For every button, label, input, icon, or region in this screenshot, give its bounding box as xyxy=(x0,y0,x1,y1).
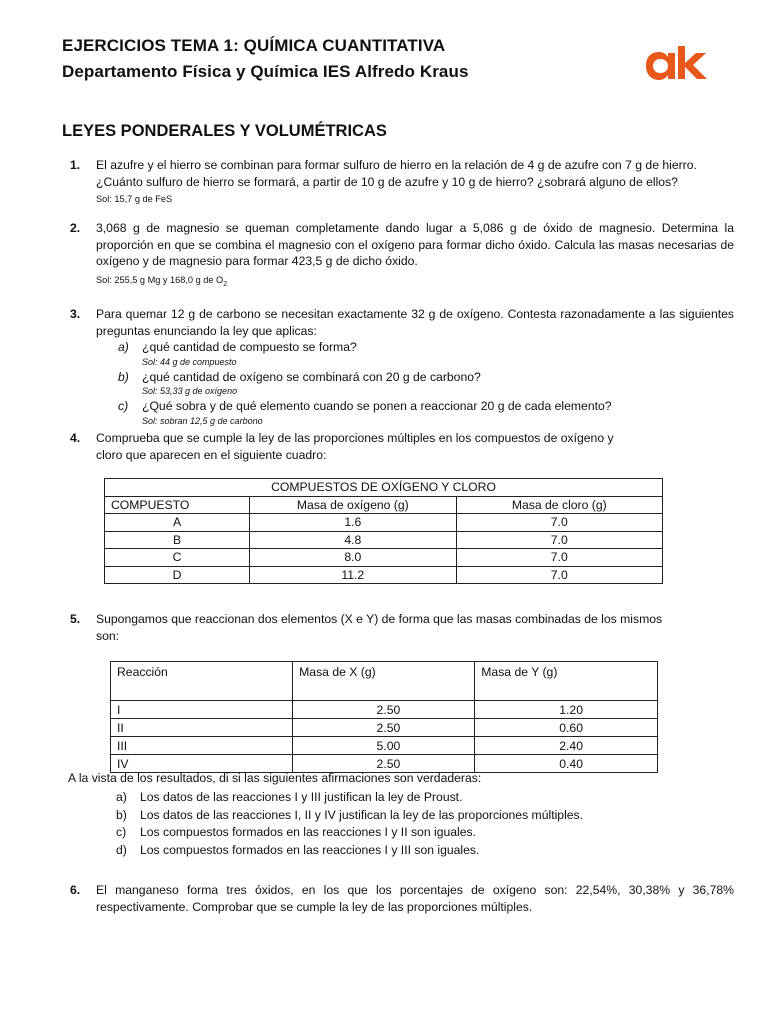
table-cell: B xyxy=(105,531,250,549)
exercise-6 xyxy=(62,882,734,915)
table-cell: 0.40 xyxy=(475,755,658,773)
exercise-text: 3,068 g de magnesio se queman completamente dando lugar a 5,086 g de óxido de magnesio. Determina la proporción en que se combina el magnesio con el oxígeno para formar dicho óxido. Calcula las masas necesarias de oxígeno y de magnesio para formar 423,5 g de dicho óxido. xyxy=(96,221,734,268)
option-text: Los compuestos formados en las reacciones I y II son iguales. xyxy=(140,825,477,839)
department-subtitle: Departamento Física y Química IES Alfredo Kraus xyxy=(62,62,469,81)
table-header: Masa de Y (g) xyxy=(475,662,658,701)
table-row xyxy=(105,514,663,532)
exercise-text: Para quemar 12 g de carbono se necesitan exactamente 32 g de oxígeno. Contesta razonadamente a las siguientes preguntas enunciando la ley que aplicas: xyxy=(96,307,734,338)
table-header: Masa de cloro (g) xyxy=(456,496,662,514)
table-header: Reacción xyxy=(111,662,293,701)
option-item xyxy=(116,824,583,842)
exercise-text-line: Comprueba que se cumple la ley de las proporciones múltiples en los compuestos de oxígeno y xyxy=(96,431,614,445)
reaction-masses-table xyxy=(110,661,658,773)
solution-text: Sol: 15,7 g de FeS xyxy=(96,194,173,204)
table-cell: 2.50 xyxy=(293,755,475,773)
table-cell: III xyxy=(111,737,293,755)
exercise-5-options xyxy=(116,789,583,859)
exercise-3 xyxy=(62,306,734,428)
table-cell: 2.40 xyxy=(475,737,658,755)
document-title: EJERCICIOS TEMA 1: QUÍMICA CUANTITATIVA xyxy=(62,36,446,55)
item-letter: b) xyxy=(118,369,129,384)
question-item-c xyxy=(118,398,734,428)
table-row xyxy=(105,566,663,584)
solution-main: Sol: 255,5 g Mg y 168,0 g de O xyxy=(96,274,224,285)
table-row xyxy=(111,737,658,755)
option-text: Los datos de las reacciones I y III justifican la ley de Proust. xyxy=(140,790,463,804)
oxygen-chlorine-table xyxy=(104,478,663,584)
table-cell: II xyxy=(111,719,293,737)
ak-logo-icon xyxy=(644,44,710,84)
option-text: Los compuestos formados en las reacciones I y III son iguales. xyxy=(140,842,480,857)
table-cell: IV xyxy=(111,755,293,773)
table-cell: 1.20 xyxy=(475,701,658,719)
table-cell: 5.00 xyxy=(293,737,475,755)
exercise-4 xyxy=(62,430,734,463)
table-cell: 1.6 xyxy=(250,514,456,532)
table-cell: 7.0 xyxy=(456,566,662,584)
item-text: ¿Qué sobra y de qué elemento cuando se ponen a reaccionar 20 g de cada elemento? xyxy=(142,399,612,413)
table-cell: 4.8 xyxy=(250,531,456,549)
table-header: Masa de oxígeno (g) xyxy=(250,496,456,514)
table-cell: A xyxy=(105,514,250,532)
table-cell: 0.60 xyxy=(475,719,658,737)
question-item-a xyxy=(118,339,734,369)
solution-text xyxy=(96,273,734,292)
option-letter: d) xyxy=(116,842,127,857)
table-row xyxy=(111,755,658,773)
table-cell: 2.50 xyxy=(293,701,475,719)
exercise-text: El manganeso forma tres óxidos, en los que los porcentajes de oxígeno son: 22,54%, 30,38% y 36,78% respectivamente. Comprobar que se cumple la ley de las proporciones múltiples. xyxy=(96,883,734,914)
exercise-text-line: ¿Cuánto sulfuro de hierro se formará, a partir de 10 g de azufre y 10 g de hierro? ¿sobrará alguno de ellos? xyxy=(96,174,678,189)
exercise-number: 6. xyxy=(70,883,81,897)
exercise-text-line: El azufre y el hierro se combinan para formar sulfuro de hierro en la relación de 4 g de azufre con 7 g de hierro. xyxy=(96,158,697,172)
exercise-5 xyxy=(62,611,734,644)
exercise-number: 1. xyxy=(70,158,81,172)
exercise-5-intro: A la vista de los resultados, di si las siguientes afirmaciones son verdaderas: xyxy=(68,771,482,785)
table-row xyxy=(111,719,658,737)
table-row xyxy=(105,549,663,567)
table-row xyxy=(105,531,663,549)
table-cell: 7.0 xyxy=(456,514,662,532)
item-text: ¿qué cantidad de oxígeno se combinará con 20 g de carbono? xyxy=(142,369,481,384)
option-letter: a) xyxy=(116,790,127,804)
section-title: LEYES PONDERALES Y VOLUMÉTRICAS xyxy=(62,122,387,140)
item-solution: Sol: sobran 12,5 g de carbono xyxy=(142,415,263,426)
table-title: COMPUESTOS DE OXÍGENO Y CLORO xyxy=(105,479,663,497)
item-solution: Sol: 44 g de compuesto xyxy=(142,356,237,367)
table-cell: 7.0 xyxy=(456,549,662,567)
option-item xyxy=(116,807,583,825)
table-cell: 8.0 xyxy=(250,549,456,567)
option-text: Los datos de las reacciones I, II y IV justifican la ley de las proporciones múltiples. xyxy=(140,807,584,822)
option-item xyxy=(116,842,583,860)
exercise-1 xyxy=(62,157,734,206)
exercise-text-line: cloro que aparecen en el siguiente cuadro: xyxy=(96,447,327,462)
exercise-text-line: Supongamos que reaccionan dos elementos (X e Y) de forma que las masas combinadas de los mismos xyxy=(96,612,663,626)
table-cell: C xyxy=(105,549,250,567)
exercise-number: 5. xyxy=(70,612,81,626)
item-letter: c) xyxy=(118,399,129,413)
item-solution: Sol: 53,33 g de oxígeno xyxy=(142,386,238,396)
exercise-2 xyxy=(62,220,734,291)
option-letter: c) xyxy=(116,825,127,839)
table-header: Masa de X (g) xyxy=(293,662,475,701)
exercise-number: 3. xyxy=(70,307,81,321)
solution-subscript: 2 xyxy=(223,280,228,288)
table-row xyxy=(111,701,658,719)
table-cell: D xyxy=(105,566,250,584)
option-item xyxy=(116,789,583,807)
exercise-number: 4. xyxy=(70,431,81,445)
table-header: COMPUESTO xyxy=(105,496,250,514)
question-item-b xyxy=(118,369,734,399)
table-cell: 7.0 xyxy=(456,531,662,549)
table-cell: 11.2 xyxy=(250,566,456,584)
table-cell: 2.50 xyxy=(293,719,475,737)
exercise-number: 2. xyxy=(70,221,81,235)
exercise-text-line: son: xyxy=(96,628,120,643)
table-cell: I xyxy=(111,701,293,719)
option-letter: b) xyxy=(116,807,127,822)
item-letter: a) xyxy=(118,340,129,354)
item-text: ¿qué cantidad de compuesto se forma? xyxy=(142,340,357,354)
